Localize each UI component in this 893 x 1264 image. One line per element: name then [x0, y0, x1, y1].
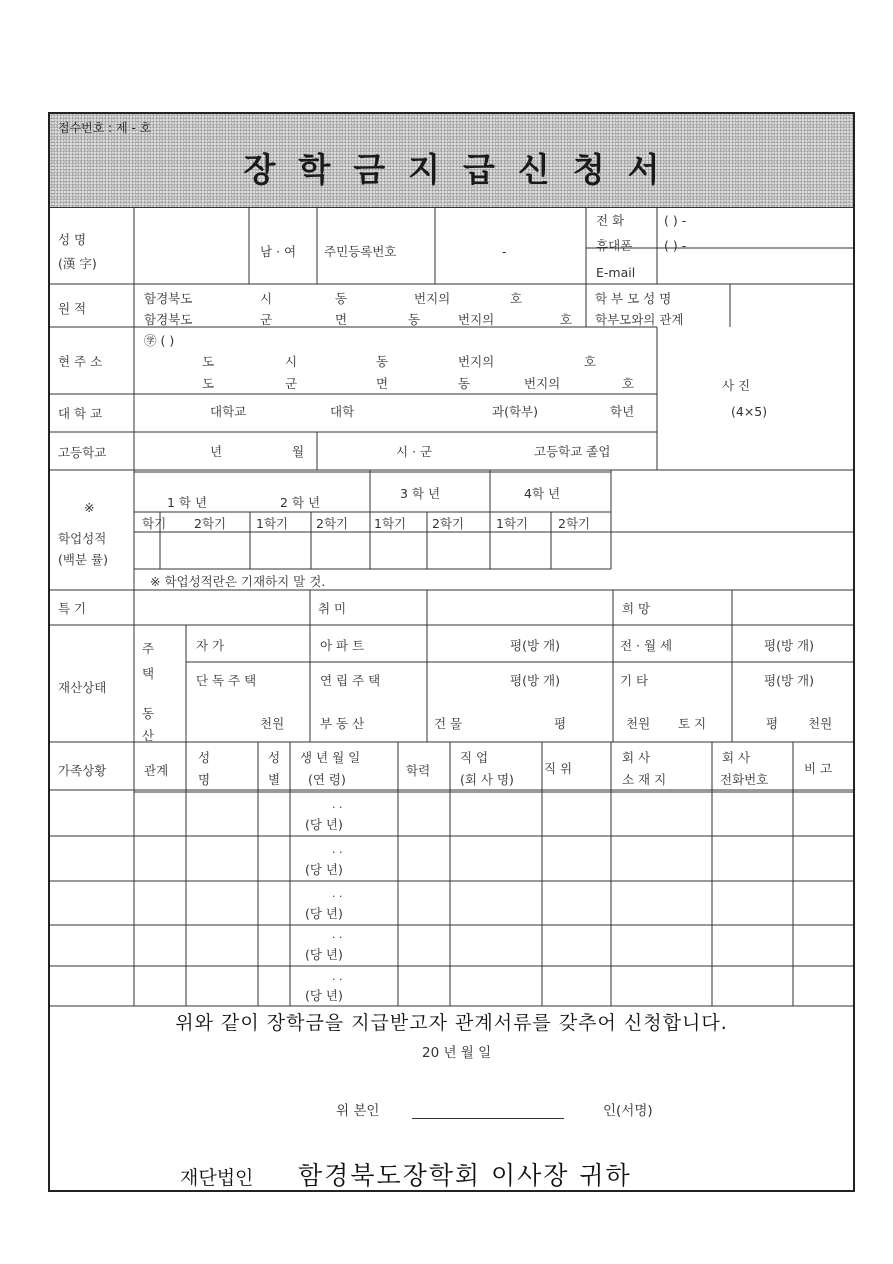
family-row-1-age: (당 년)	[305, 817, 343, 832]
row-house-label: 연 립 주 택	[320, 673, 381, 688]
grade-year-2: 2 학 년	[280, 495, 321, 510]
building-pyeong: 평	[554, 716, 567, 731]
hs-month-field: 월	[292, 444, 305, 459]
origin-gun-2: 군	[260, 312, 273, 327]
movable-money: 천원	[260, 716, 285, 731]
address-do-1: 도	[202, 354, 215, 369]
name-hanja-label: (漢 字)	[58, 256, 97, 271]
grades-note-mark: ※	[84, 500, 95, 515]
family-header-sex-2: 별	[268, 772, 281, 787]
resident-id-field[interactable]: -	[502, 244, 507, 259]
semester-4-2: 2학기	[558, 516, 591, 531]
address-ho-1: 호	[584, 354, 597, 369]
address-do-2: 도	[202, 376, 215, 391]
address-label: 현 주 소	[58, 354, 103, 369]
own-house-label: 자 가	[196, 638, 225, 653]
house-label-1: 주	[142, 641, 155, 656]
land-label: 토 지	[678, 716, 707, 731]
family-header-name-2: 명	[198, 772, 211, 787]
grade-year-4: 4학 년	[524, 486, 561, 501]
email-label: E-mail	[596, 265, 636, 280]
address-si-1: 시	[285, 354, 298, 369]
property-label: 재산상태	[58, 680, 107, 695]
family-row-3-dots: . .	[332, 887, 343, 900]
real-estate-label: 부 동 산	[320, 716, 365, 731]
semester-3-1: 1학기	[374, 516, 407, 531]
origin-ho-1: 호	[510, 291, 523, 306]
origin-dong-2: 동	[408, 312, 421, 327]
address-myeon-2: 면	[376, 376, 389, 391]
family-header-birth-2: (연 령)	[308, 772, 346, 787]
semester-2-1: 1학기	[256, 516, 289, 531]
photo-size-label: (4×5)	[731, 404, 768, 419]
family-header-job-1: 직 업	[460, 750, 489, 765]
scholarship-application-form	[48, 112, 855, 1192]
resident-id-label: 주민등록번호	[324, 244, 397, 259]
origin-city-1: 시	[260, 291, 273, 306]
signature-line[interactable]	[412, 1118, 564, 1119]
family-header-job-2: (회 사 명)	[460, 772, 514, 787]
name-label: 성 명	[58, 232, 87, 247]
receipt-number: 접수번호 : 제 - 호	[58, 121, 152, 135]
movable-label-2: 산	[142, 728, 155, 743]
phone-label: 전 화	[596, 213, 625, 228]
issuer-prefix: 재단법인	[180, 1167, 254, 1189]
highschool-label: 고등학교	[58, 445, 107, 460]
grades-percent-label: (백분 률)	[58, 552, 108, 567]
hs-year-field: 년	[210, 444, 223, 459]
family-row-4-age: (당 년)	[305, 947, 343, 962]
semester-4-1: 1학기	[496, 516, 529, 531]
family-header-sex-1: 성	[268, 750, 281, 765]
address-dong-1: 동	[376, 354, 389, 369]
grades-note: ※ 학업성적란은 기재하지 말 것.	[150, 574, 326, 589]
grade-year-field: 학년	[610, 404, 635, 419]
family-label: 가족상황	[58, 763, 107, 778]
other-pyeong: 평(방 개)	[764, 673, 814, 688]
page-title: 장학금지급신청서	[243, 150, 683, 189]
other-label: 기 타	[620, 673, 649, 688]
family-header-company-tel-2: 전화번호	[720, 772, 769, 787]
application-statement: 위와 같이 장학금을 지급받고자 관계서류를 갖추어 신청합니다.	[175, 1012, 728, 1034]
postal-code-field[interactable]: ㊫ ( )	[144, 333, 175, 348]
address-ho-2: 호	[622, 376, 635, 391]
application-date: 20 년 월 일	[422, 1045, 492, 1061]
building-label: 건 물	[434, 716, 463, 731]
mobile-label: 휴대폰	[596, 238, 633, 253]
address-gun-2: 군	[285, 376, 298, 391]
semester-1-2: 2학기	[194, 516, 227, 531]
lease-pyeong: 평(방 개)	[764, 638, 814, 653]
family-row-5-dots: . .	[332, 970, 343, 983]
family-header-company-addr-1: 회 사	[622, 750, 651, 765]
parent-relation-label: 학부모와의 관계	[595, 312, 684, 327]
gender-field[interactable]: 남 · 여	[260, 244, 297, 259]
family-row-5-age: (당 년)	[305, 988, 343, 1003]
family-row-3-age: (당 년)	[305, 906, 343, 921]
applicant-label: 위 본인	[336, 1103, 380, 1119]
building-money: 천원	[626, 716, 651, 731]
seal-label: 인(서명)	[603, 1103, 653, 1119]
grades-label: 학업성적	[58, 531, 107, 546]
hope-label: 희 망	[622, 601, 651, 616]
family-row-2-age: (당 년)	[305, 862, 343, 877]
hobby-label: 취 미	[318, 601, 347, 616]
family-row-2-dots: . .	[332, 843, 343, 856]
address-bunji-1: 번지의	[458, 354, 495, 369]
college-field: 대학	[330, 404, 355, 419]
land-pyeong: 평	[766, 716, 779, 731]
special-skill-label: 특 기	[58, 601, 87, 616]
hs-graduation-field: 고등학교 졸업	[534, 444, 611, 459]
mobile-field[interactable]: ( ) -	[664, 238, 687, 253]
origin-bunji-2: 번지의	[458, 312, 495, 327]
family-header-name-1: 성	[198, 750, 211, 765]
photo-label: 사 진	[722, 378, 751, 393]
address-bunji-2: 번지의	[524, 376, 561, 391]
grade-year-1: 1 학 년	[167, 495, 208, 510]
hs-city-field: 시 · 군	[396, 444, 433, 459]
origin-label: 원 적	[58, 301, 87, 316]
apartment-pyeong: 평(방 개)	[510, 638, 560, 653]
family-row-4-dots: . .	[332, 928, 343, 941]
row-house-pyeong: 평(방 개)	[510, 673, 560, 688]
family-header-relation: 관계	[144, 763, 169, 778]
university-label: 대 학 교	[58, 406, 103, 421]
movable-label-1: 동	[142, 706, 155, 721]
family-header-position: 직 위	[544, 761, 573, 776]
family-header-company-tel-1: 회 사	[722, 750, 751, 765]
family-header-birth-1: 생 년 월 일	[300, 750, 361, 765]
house-label-2: 택	[142, 666, 155, 681]
semester-2-2: 2학기	[316, 516, 349, 531]
lease-label: 전 · 월 세	[620, 638, 673, 653]
origin-bunji-1: 번지의	[414, 291, 451, 306]
origin-province-2: 함경북도	[144, 312, 193, 327]
semester-3-2: 2학기	[432, 516, 465, 531]
origin-myeon-2: 면	[335, 312, 348, 327]
origin-ho-2: 호	[560, 312, 573, 327]
origin-province-1: 함경북도	[144, 291, 193, 306]
address-dong-2: 동	[458, 376, 471, 391]
family-row-1-dots: . .	[332, 798, 343, 811]
family-header-company-addr-2: 소 재 지	[622, 772, 667, 787]
grade-year-3: 3 학 년	[400, 486, 441, 501]
origin-dong-1: 동	[335, 291, 348, 306]
semester-1-1: 학기	[142, 516, 167, 531]
apartment-label: 아 파 트	[320, 638, 365, 653]
land-money: 천원	[808, 716, 833, 731]
issuer-name: 함경북도장학회 이사장 귀하	[298, 1161, 632, 1190]
department-field: 과(학부)	[492, 404, 538, 419]
detached-house-label: 단 독 주 택	[196, 673, 257, 688]
family-header-remarks: 비 고	[804, 761, 833, 776]
parent-name-label: 학 부 모 성 명	[595, 291, 672, 306]
family-header-education: 학력	[406, 763, 431, 778]
phone-field[interactable]: ( ) -	[664, 213, 687, 228]
university-field: 대학교	[210, 404, 247, 419]
